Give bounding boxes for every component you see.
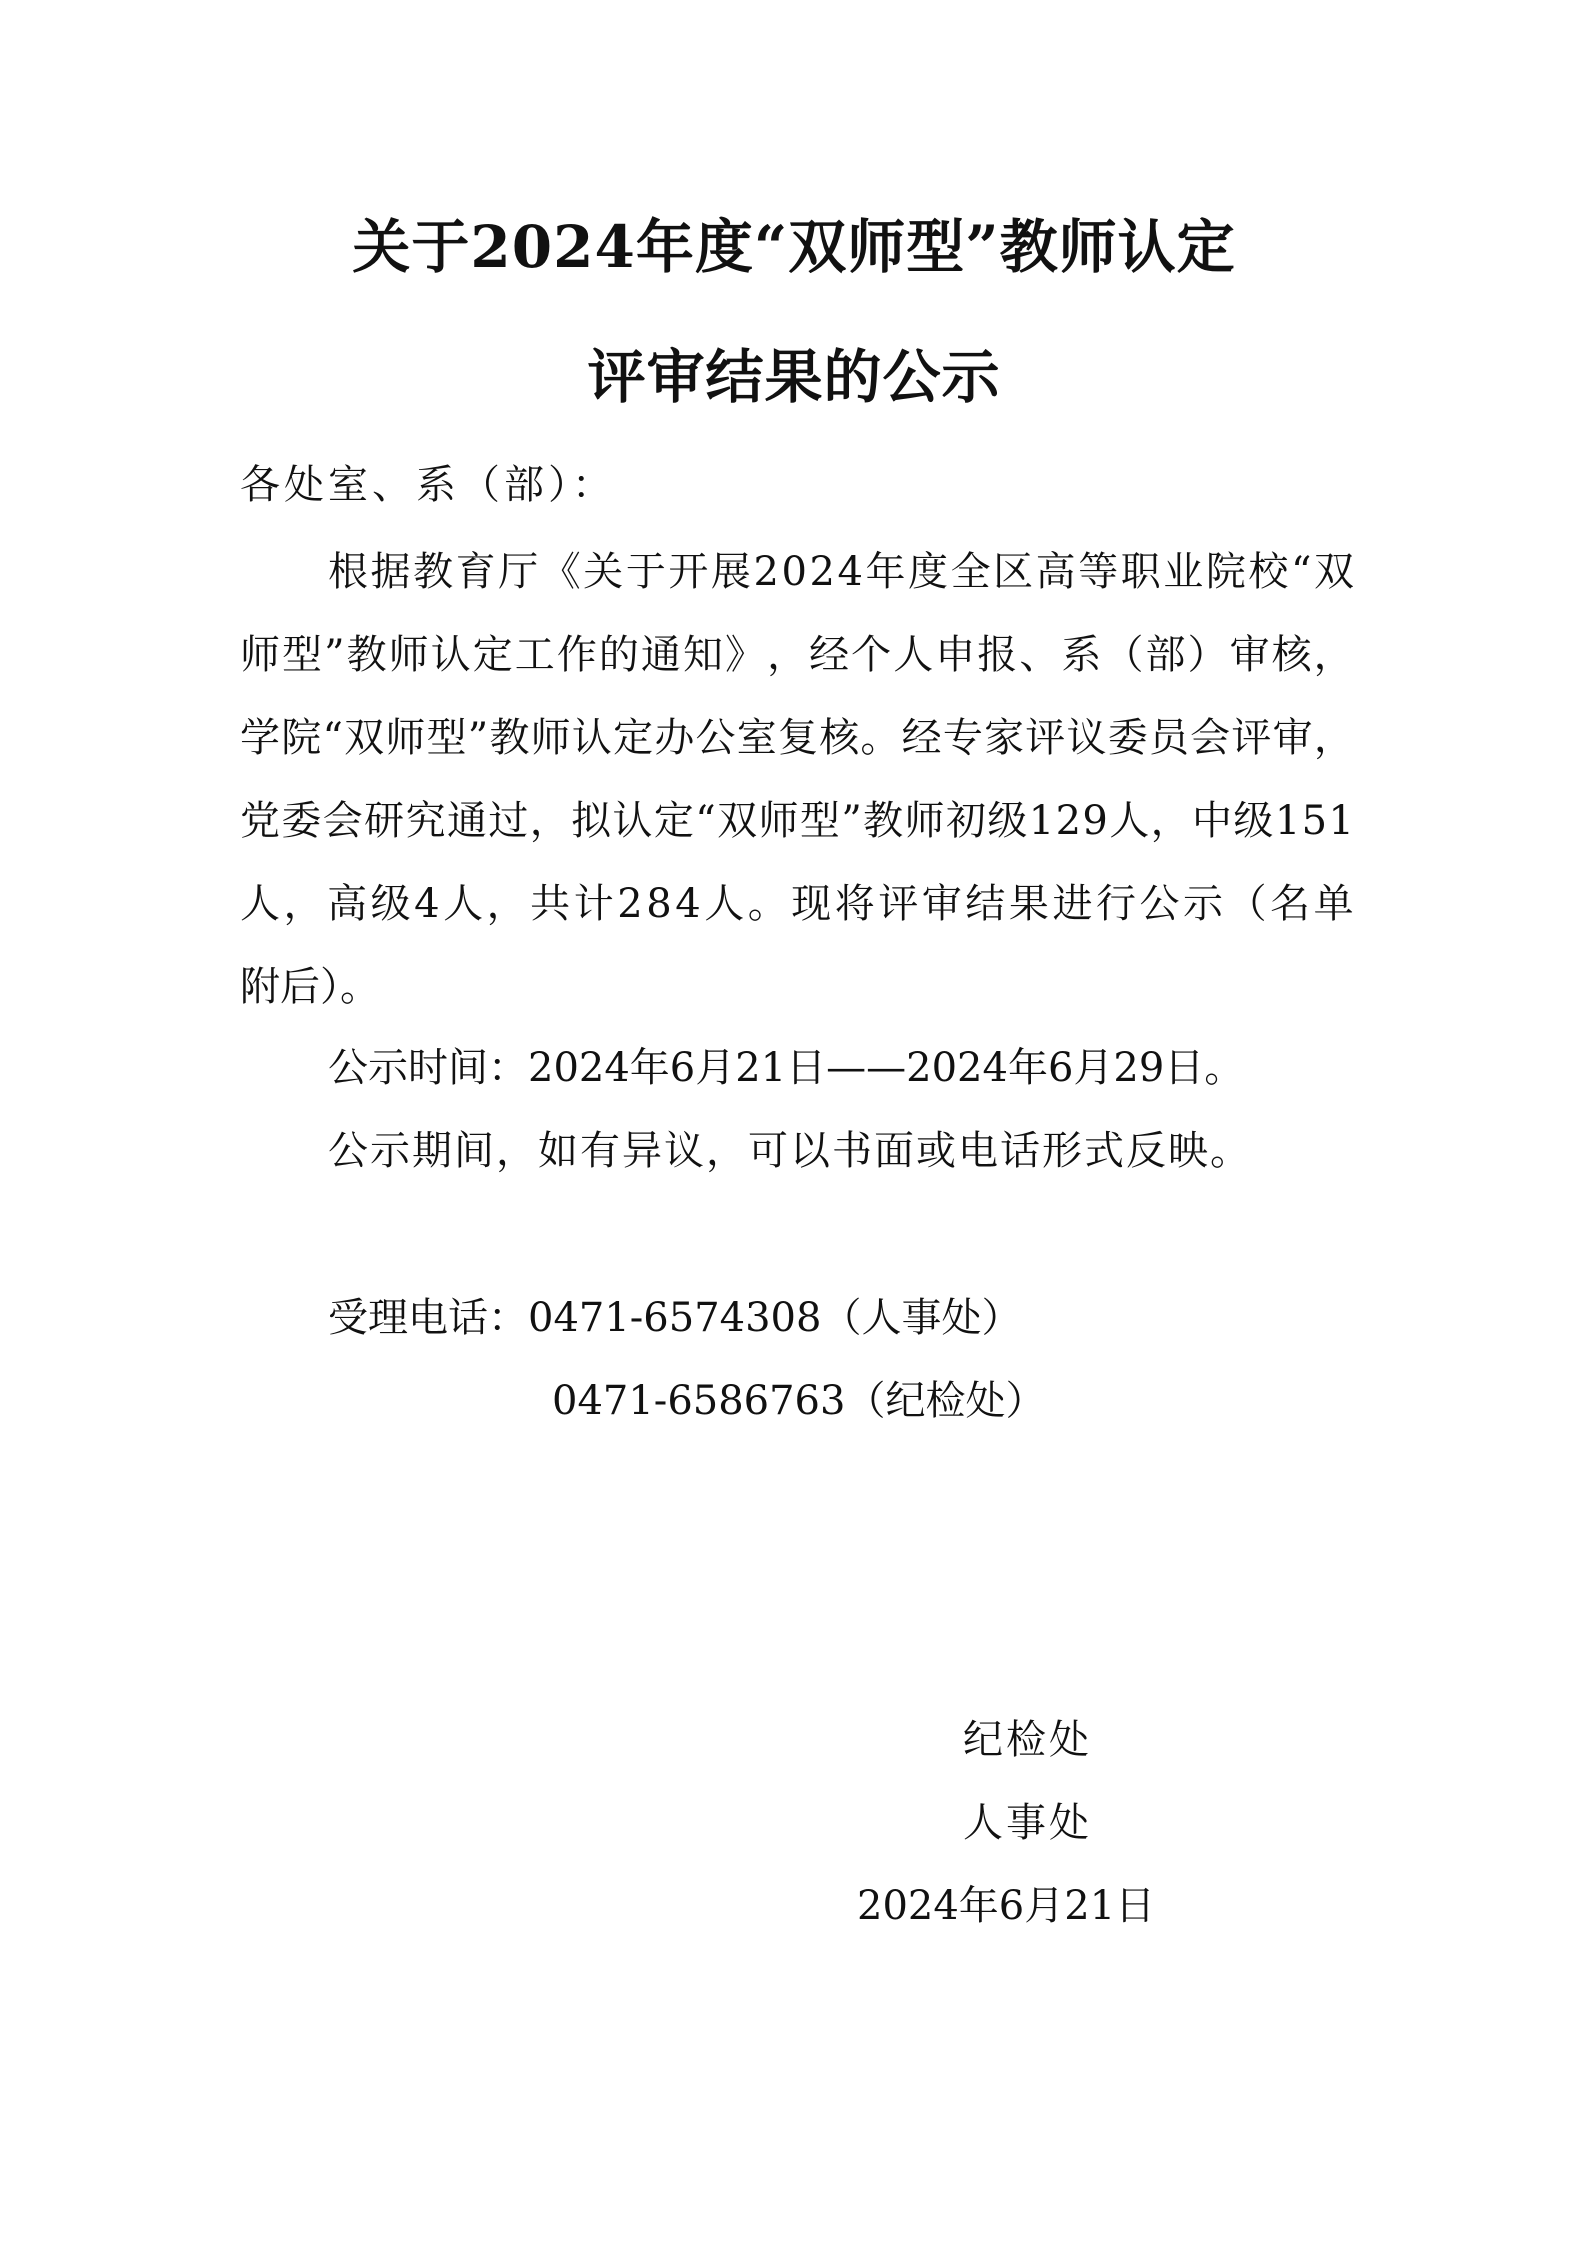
body-line: 附后）。 — [240, 964, 380, 1010]
notice-objection: 公示期间，如有异议，可以书面或电话形式反映。 — [328, 1128, 1252, 1174]
contact-phone-2: 0471-6586763（纪检处） — [552, 1378, 1046, 1424]
document-title-line-2: 评审结果的公示 — [587, 343, 1001, 411]
contact-phone-1: 受理电话：0471-6574308（人事处） — [328, 1295, 1022, 1341]
body-line: 学 院 “ 双 师 型 ” 教 师 认 定 办 公 室 复 核 。 经 专 家 评 议 委 员 会 评 审 ， — [240, 715, 1354, 761]
body-line: 师 型 ” 教 师 认 定 工 作 的 通 知 》 ， 经 个 人 申 报 、 系 （ 部 ） 审 核 ， — [240, 632, 1354, 678]
document-title-line-1: 关于2024年度“双师型”教师认定 — [352, 213, 1236, 281]
body-line: 人 ， 高 级 4 人 ， 共 计 2 8 4 人 。 现 将 评 审 结 果 进 行 公 示 （ 名 单 — [240, 881, 1354, 927]
signature-date: 2024年6月21日 — [857, 1883, 1156, 1929]
signature-discipline-office: 纪检处 — [963, 1717, 1092, 1763]
body-line: 党 委 会 研 究 通 过 ， 拟 认 定 “ 双 师 型 ” 教 师 初 级 1 2 9 人 ， 中 级 1 5 1 — [240, 798, 1354, 844]
signature-personnel-office: 人事处 — [963, 1800, 1092, 1846]
salutation: 各处室、系（部）： — [240, 462, 616, 508]
notice-period: 公示时间：2024年6月21日——2024年6月29日。 — [328, 1045, 1245, 1091]
body-line: 根 据 教 育 厅 《 关 于 开 展 2 0 2 4 年 度 全 区 高 等 职 业 院 校 “ 双 — [328, 549, 1354, 595]
